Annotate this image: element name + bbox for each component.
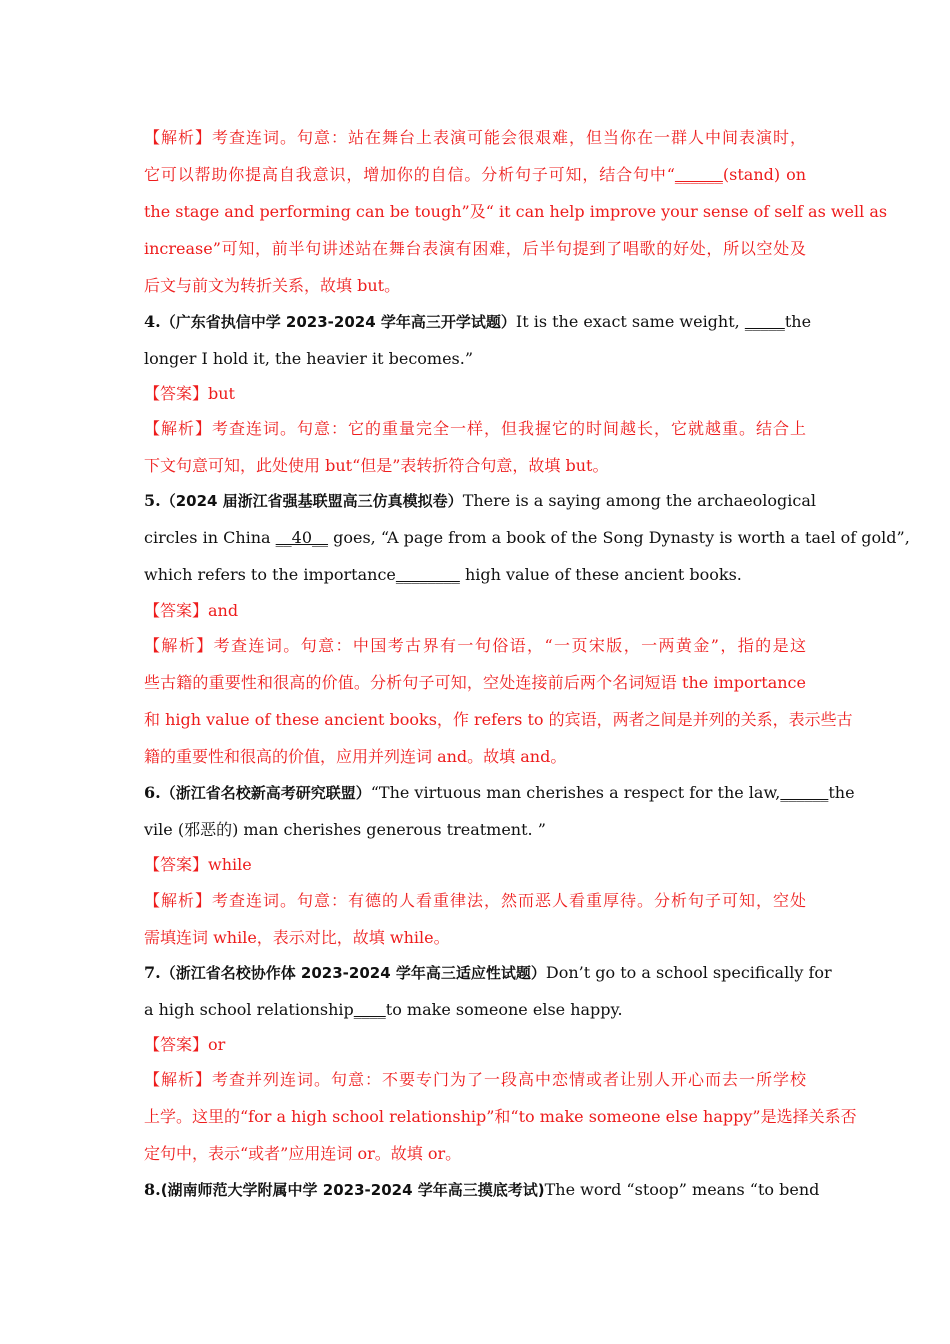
q5-analysis-line-1: 【解析】考查连词。句意：中国考古界有一句俗语，“一页宋版，一两黄金”，指的是这 xyxy=(144,636,806,655)
q7-blank: ____ xyxy=(353,1000,386,1019)
q7-analysis-line-1: 【解析】考查并列连词。句意：不要专门为了一段高中恋情或者让别人开心而去一所学校 xyxy=(144,1070,806,1089)
q7-analysis-line-3: 定句中，表示“或者”应用连词 or。故填 or。 xyxy=(144,1144,462,1163)
q3-analysis-line-3: the stage and performing can be tough”及“ it can help improve your sense of self as well as xyxy=(144,202,888,221)
q4-source: （广东省执信中学 2023-2024 学年高三开学试题） xyxy=(160,313,516,331)
q5-number: 5. xyxy=(144,491,161,510)
q7-answer: 【答案】or xyxy=(144,1035,226,1054)
q3-analysis-line-5: 后文与前文为转折关系，故填 but。 xyxy=(144,276,401,295)
q8-text-1: The word “stoop” means “to bend xyxy=(544,1180,820,1199)
q6-analysis-line-1: 【解析】考查连词。句意：有德的人看重律法，然而恶人看重厚待。分析句子可知，空处 xyxy=(144,891,806,910)
q5-text-3-end: high value of these ancient books. xyxy=(459,565,742,584)
q5-text-2-end: goes, “A page from a book of the Song Dynasty is worth a tael of gold”, xyxy=(328,528,910,547)
q5-blank-number: __40__ xyxy=(275,528,329,547)
q3-analysis-blank: ______ xyxy=(674,165,723,184)
q4-analysis-line-1: 【解析】考查连词。句意：它的重量完全一样，但我握它的时间越长，它就越重。结合上 xyxy=(144,419,806,438)
q4-text-start: It is the exact same weight, xyxy=(515,312,745,331)
q5-question-line-2 xyxy=(144,527,910,549)
q6-blank: ______ xyxy=(780,783,829,802)
q5-text-3-start: which refers to the importance xyxy=(144,565,396,584)
q7-source: （浙江省名校协作体 2023-2024 学年高三适应性试题） xyxy=(160,964,546,982)
q7-text-2-start: a high school relationship xyxy=(144,1000,354,1019)
q5-analysis-line-2: 些古籍的重要性和很高的价值。分析句子可知，空处连接前后两个名词短语 the importance xyxy=(144,673,806,692)
q4-number: 4. xyxy=(144,312,161,331)
q7-question-line-2 xyxy=(144,999,806,1021)
q5-answer: 【答案】and xyxy=(144,601,239,620)
q6-question-line-1 xyxy=(144,782,855,804)
q3-analysis-line-2 xyxy=(144,164,806,186)
q8-question-line-1 xyxy=(144,1179,820,1201)
q6-text-end: the xyxy=(828,783,855,802)
q3-analysis-line-2-end: (stand) on xyxy=(722,165,807,184)
q5-text-1: There is a saying among the archaeological xyxy=(462,491,816,510)
q6-source: （浙江省名校新高考研究联盟） xyxy=(160,784,371,802)
q5-source: （2024 届浙江省强基联盟高三仿真模拟卷） xyxy=(160,492,463,510)
q7-text-2-end: to make someone else happy. xyxy=(385,1000,623,1019)
q6-number: 6. xyxy=(144,783,161,802)
q6-analysis-line-2: 需填连词 while，表示对比，故填 while。 xyxy=(144,928,450,947)
q7-question-line-1 xyxy=(144,962,832,984)
q7-number: 7. xyxy=(144,963,161,982)
q6-answer: 【答案】while xyxy=(144,855,252,874)
q6-text-start: “The virtuous man cherishes a respect for the law, xyxy=(370,783,781,802)
q3-analysis-line-1: 【解析】考查连词。句意：站在舞台上表演可能会很艰难，但当你在一群人中间表演时， xyxy=(144,128,806,147)
q4-question-line-1 xyxy=(144,311,812,333)
q3-analysis-line-2-text: 它可以帮助你提高自我意识，增加你的自信。分析句子可知，结合句中“ xyxy=(144,165,675,184)
q8-source: (湖南师范大学附属中学 2023-2024 学年高三摸底考试) xyxy=(160,1181,545,1199)
q3-analysis-line-4: increase”可知，前半句讲述站在舞台表演有困难，后半句提到了唱歌的好处，所以空处及 xyxy=(144,239,806,258)
q5-question-line-3 xyxy=(144,564,806,586)
q4-answer: 【答案】but xyxy=(144,384,235,403)
q5-text-2-start: circles in China xyxy=(144,528,276,547)
q5-analysis-line-4: 籍的重要性和很高的价值，应用并列连词 and。故填 and。 xyxy=(144,747,567,766)
q5-blank: ________ xyxy=(395,565,460,584)
q5-analysis-line-3: 和 high value of these ancient books，作 refers to 的宾语，两者之间是并列的关系，表示些古 xyxy=(144,710,853,729)
q5-question-line-1 xyxy=(144,490,816,512)
q4-blank: _____ xyxy=(744,312,785,331)
q6-question-line-2: vile (邪恶的) man cherishes generous treatment. ” xyxy=(144,820,546,839)
q7-analysis-line-2: 上学。这里的“for a high school relationship”和“to make someone else happy”是选择关系否 xyxy=(144,1107,857,1126)
q4-text-end: the xyxy=(784,312,812,331)
q7-text-1: Don’t go to a school specifically for xyxy=(545,963,832,982)
q4-analysis-line-2: 下文句意可知，此处使用 but“但是”表转折符合句意，故填 but。 xyxy=(144,456,609,475)
q4-question-line-2: longer I hold it, the heavier it becomes.” xyxy=(144,349,474,368)
q8-number: 8. xyxy=(144,1180,161,1199)
